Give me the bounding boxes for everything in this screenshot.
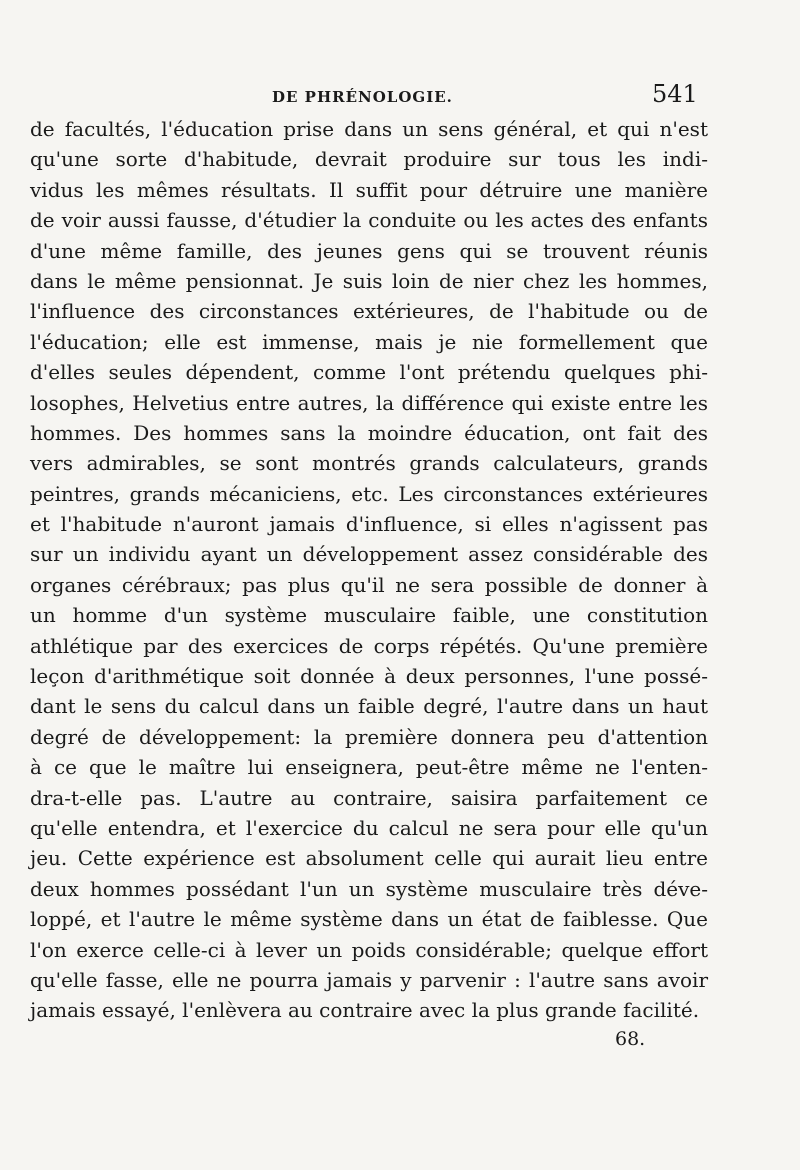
text-line: dra-t-elle pas. L'autre au contraire, saisira parfaitement ce bbox=[30, 785, 708, 810]
text-line: vers admirables, se sont montrés grands calculateurs, grands bbox=[30, 451, 708, 476]
text-line: d'une même famille, des jeunes gens qui se trouvent réunis bbox=[30, 238, 708, 263]
text-line: qu'elle fasse, elle ne pourra jamais y parvenir : l'autre sans avoir bbox=[30, 967, 708, 992]
text-line: losophes, Helvetius entre autres, la différence qui existe entre les bbox=[30, 390, 708, 415]
text-line: organes cérébraux; pas plus qu'il ne sera possible de donner à bbox=[30, 572, 708, 597]
text-line: de facultés, l'éducation prise dans un sens général, et qui n'est bbox=[30, 117, 708, 141]
body-text bbox=[30, 114, 708, 1026]
text-line: peintres, grands mécaniciens, etc. Les circonstances extérieures bbox=[30, 481, 708, 506]
text-line: un homme d'un système musculaire faible, une constitution bbox=[30, 603, 708, 628]
text-line: sur un individu ayant un développement assez considérable des bbox=[30, 542, 708, 567]
running-head: DE PHRÉNOLOGIE. bbox=[272, 88, 453, 106]
text-line: dans le même pensionnat. Je suis loin de nier chez les hommes, bbox=[30, 268, 708, 293]
text-line: loppé, et l'autre le même système dans un état de faiblesse. Que bbox=[30, 907, 708, 932]
text-line: l'éducation; elle est immense, mais je nie formellement que bbox=[30, 329, 708, 354]
text-line: et l'habitude n'auront jamais d'influence, si elles n'agissent pas bbox=[30, 512, 708, 537]
text-line: jeu. Cette expérience est absolument celle qui aurait lieu entre bbox=[30, 846, 708, 871]
signature-mark: 68. bbox=[615, 1028, 646, 1050]
text-line: l'influence des circonstances extérieures, de l'habitude ou de bbox=[30, 299, 708, 324]
text-line: dant le sens du calcul dans un faible degré, l'autre dans un haut bbox=[30, 694, 708, 719]
text-line: d'elles seules dépendent, comme l'ont prétendu quelques phi- bbox=[30, 360, 708, 385]
text-line: l'on exerce celle-ci à lever un poids considérable; quelque effort bbox=[30, 937, 708, 962]
text-line: degré de développement: la première donnera peu d'attention bbox=[30, 724, 708, 749]
text-line: jamais essayé, l'enlèvera au contraire avec la plus grande facilité. bbox=[30, 998, 700, 1023]
text-line: leçon d'arithmétique soit donnée à deux personnes, l'une possé- bbox=[30, 664, 708, 689]
text-line: hommes. Des hommes sans la moindre éducation, ont fait des bbox=[30, 420, 708, 445]
text-line: vidus les mêmes résultats. Il suffit pour détruire une manière bbox=[30, 177, 708, 202]
text-line: athlétique par des exercices de corps répétés. Qu'une première bbox=[30, 633, 708, 658]
text-line: deux hommes possédant l'un un système musculaire très déve- bbox=[30, 876, 708, 901]
text-line: qu'une sorte d'habitude, devrait produire sur tous les indi- bbox=[30, 147, 708, 172]
text-line: qu'elle entendra, et l'exercice du calcul ne sera pour elle qu'un bbox=[30, 815, 708, 840]
text-line: à ce que le maître lui enseignera, peut-être même ne l'enten- bbox=[30, 755, 708, 780]
page-number: 541 bbox=[652, 80, 698, 108]
page-header bbox=[0, 80, 800, 112]
text-line: de voir aussi fausse, d'étudier la conduite ou les actes des enfants bbox=[30, 208, 708, 233]
